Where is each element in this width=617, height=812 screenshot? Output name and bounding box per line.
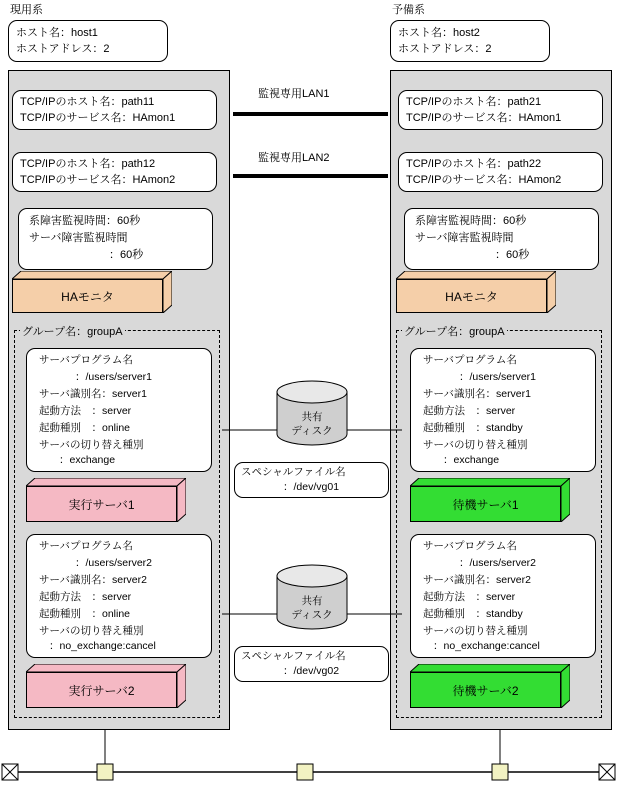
right-s2-line6: サーバの切り替え種別 bbox=[423, 625, 528, 637]
special-file-2-label: スペシャルファイル名 bbox=[241, 650, 346, 662]
left-s1-line7: ：exchange bbox=[59, 454, 116, 466]
right-s1-line3: サーバ識別名：server1 bbox=[423, 388, 531, 400]
exec-server-block-left-2 bbox=[26, 664, 186, 708]
left-s2-line7: ：no_exchange:cancel bbox=[49, 640, 156, 652]
shared-disk-1-caption-2: ディスク bbox=[291, 425, 333, 437]
standby-server-label-right-2: 待機サーバ2 bbox=[452, 683, 519, 698]
shared-disk-2 bbox=[222, 562, 402, 632]
special-file-2-value: ：/dev/vg02 bbox=[283, 665, 340, 677]
right-s1-line5: 起動種別 ：standby bbox=[423, 422, 523, 434]
monitor-right-line1: 系障害監視時間：60秒 bbox=[415, 215, 527, 227]
left-s1-line1: サーバプログラム名 bbox=[39, 354, 133, 366]
monitor-left-line1: 系障害監視時間：60秒 bbox=[29, 215, 141, 227]
left-s1-line2: ：/users/server1 bbox=[75, 371, 153, 383]
right-s1-line4: 起動方法 ：server bbox=[423, 405, 516, 417]
left-s2-line2: ：/users/server2 bbox=[75, 557, 153, 569]
left-s2-line5: 起動種別 ：online bbox=[39, 608, 131, 620]
group-label-right: グループ名：groupA bbox=[404, 326, 505, 338]
left-s1-line6: サーバの切り替え種別 bbox=[39, 439, 144, 451]
standby-server-block-right-2 bbox=[410, 664, 570, 708]
shared-disk-2-caption-1: 共有 bbox=[301, 595, 323, 607]
host-left-line1: ホスト名：host1 bbox=[16, 27, 98, 39]
monitor-right-line3: ：60秒 bbox=[495, 249, 530, 261]
right-s1-line7: ：exchange bbox=[443, 454, 500, 466]
monitor-left-line3: ：60秒 bbox=[109, 249, 144, 261]
right-s2-line3: サーバ識別名：server2 bbox=[423, 574, 531, 586]
shared-disk-2-caption-2: ディスク bbox=[291, 609, 333, 621]
network-bus bbox=[0, 730, 617, 812]
right-s1-line6: サーバの切り替え種別 bbox=[423, 439, 528, 451]
path-left-1-service: TCP/IPのサービス名：HAmon1 bbox=[20, 112, 176, 124]
path-box-right-1 bbox=[398, 90, 603, 130]
monitor-left-line2: サーバ障害監視時間 bbox=[29, 232, 128, 244]
server-info-box-right-2 bbox=[410, 534, 596, 658]
host-box-right bbox=[390, 20, 550, 62]
standby-server-label-right-1: 待機サーバ1 bbox=[452, 497, 519, 512]
lan1-label: 監視専用LAN1 bbox=[258, 88, 330, 100]
right-s2-line1: サーバプログラム名 bbox=[423, 540, 517, 552]
lan2-label: 監視専用LAN2 bbox=[258, 152, 330, 164]
path-right-2-host: TCP/IPのホスト名：path22 bbox=[406, 158, 542, 170]
ha-monitor-block-right bbox=[396, 271, 556, 313]
left-s1-line3: サーバ識別名：server1 bbox=[39, 388, 147, 400]
monitor-right-line2: サーバ障害監視時間 bbox=[415, 232, 514, 244]
path-box-left-2 bbox=[12, 152, 217, 192]
title-right: 予備系 bbox=[392, 4, 425, 16]
lan1-line bbox=[233, 112, 388, 116]
path-right-1-host: TCP/IPのホスト名：path21 bbox=[406, 96, 542, 108]
right-s1-line2: ：/users/server1 bbox=[459, 371, 537, 383]
special-file-1-value: ：/dev/vg01 bbox=[283, 481, 340, 493]
left-s2-line3: サーバ識別名：server2 bbox=[39, 574, 147, 586]
shared-disk-1-caption-1: 共有 bbox=[301, 411, 323, 423]
host-right-line1: ホスト名：host2 bbox=[398, 27, 480, 39]
server-info-box-left-1 bbox=[26, 348, 212, 472]
monitor-time-box-right bbox=[404, 208, 599, 270]
path-left-1-host: TCP/IPのホスト名：path11 bbox=[20, 96, 155, 108]
right-s2-line5: 起動種別 ：standby bbox=[423, 608, 523, 620]
right-s1-line1: サーバプログラム名 bbox=[423, 354, 517, 366]
exec-server-block-left-1 bbox=[26, 478, 186, 522]
shared-disk-1 bbox=[222, 378, 402, 448]
exec-server-label-left-2: 実行サーバ2 bbox=[68, 683, 135, 698]
path-box-right-2 bbox=[398, 152, 603, 192]
path-box-left-1 bbox=[12, 90, 217, 130]
host-right-line2: ホストアドレス：2 bbox=[398, 43, 492, 55]
special-file-box-2 bbox=[234, 646, 389, 682]
left-s1-line4: 起動方法 ：server bbox=[39, 405, 132, 417]
exec-server-label-left-1: 実行サーバ1 bbox=[68, 497, 135, 512]
server-info-box-right-1 bbox=[410, 348, 596, 472]
right-s2-line4: 起動方法 ：server bbox=[423, 591, 516, 603]
path-right-2-service: TCP/IPのサービス名：HAmon2 bbox=[406, 174, 562, 186]
ha-monitor-label-left: HAモニタ bbox=[61, 289, 114, 304]
host-left-line2: ホストアドレス：2 bbox=[16, 43, 110, 55]
path-right-1-service: TCP/IPのサービス名：HAmon1 bbox=[406, 112, 562, 124]
ha-monitor-label-right: HAモニタ bbox=[445, 289, 498, 304]
monitor-time-box-left bbox=[18, 208, 213, 270]
special-file-1-label: スペシャルファイル名 bbox=[241, 466, 346, 478]
standby-server-block-right-1 bbox=[410, 478, 570, 522]
path-left-2-service: TCP/IPのサービス名：HAmon2 bbox=[20, 174, 176, 186]
left-s2-line6: サーバの切り替え種別 bbox=[39, 625, 144, 637]
lan2-line bbox=[233, 174, 388, 178]
left-s2-line4: 起動方法 ：server bbox=[39, 591, 132, 603]
left-s1-line5: 起動種別 ：online bbox=[39, 422, 131, 434]
title-left: 現用系 bbox=[10, 4, 43, 16]
right-s2-line7: ：no_exchange:cancel bbox=[433, 640, 540, 652]
ha-monitor-block-left bbox=[12, 271, 172, 313]
server-info-box-left-2 bbox=[26, 534, 212, 658]
group-label-left: グループ名：groupA bbox=[22, 326, 123, 338]
special-file-box-1 bbox=[234, 462, 389, 498]
right-s2-line2: ：/users/server2 bbox=[459, 557, 537, 569]
path-left-2-host: TCP/IPのホスト名：path12 bbox=[20, 158, 156, 170]
host-box-left bbox=[8, 20, 168, 62]
left-s2-line1: サーバプログラム名 bbox=[39, 540, 133, 552]
